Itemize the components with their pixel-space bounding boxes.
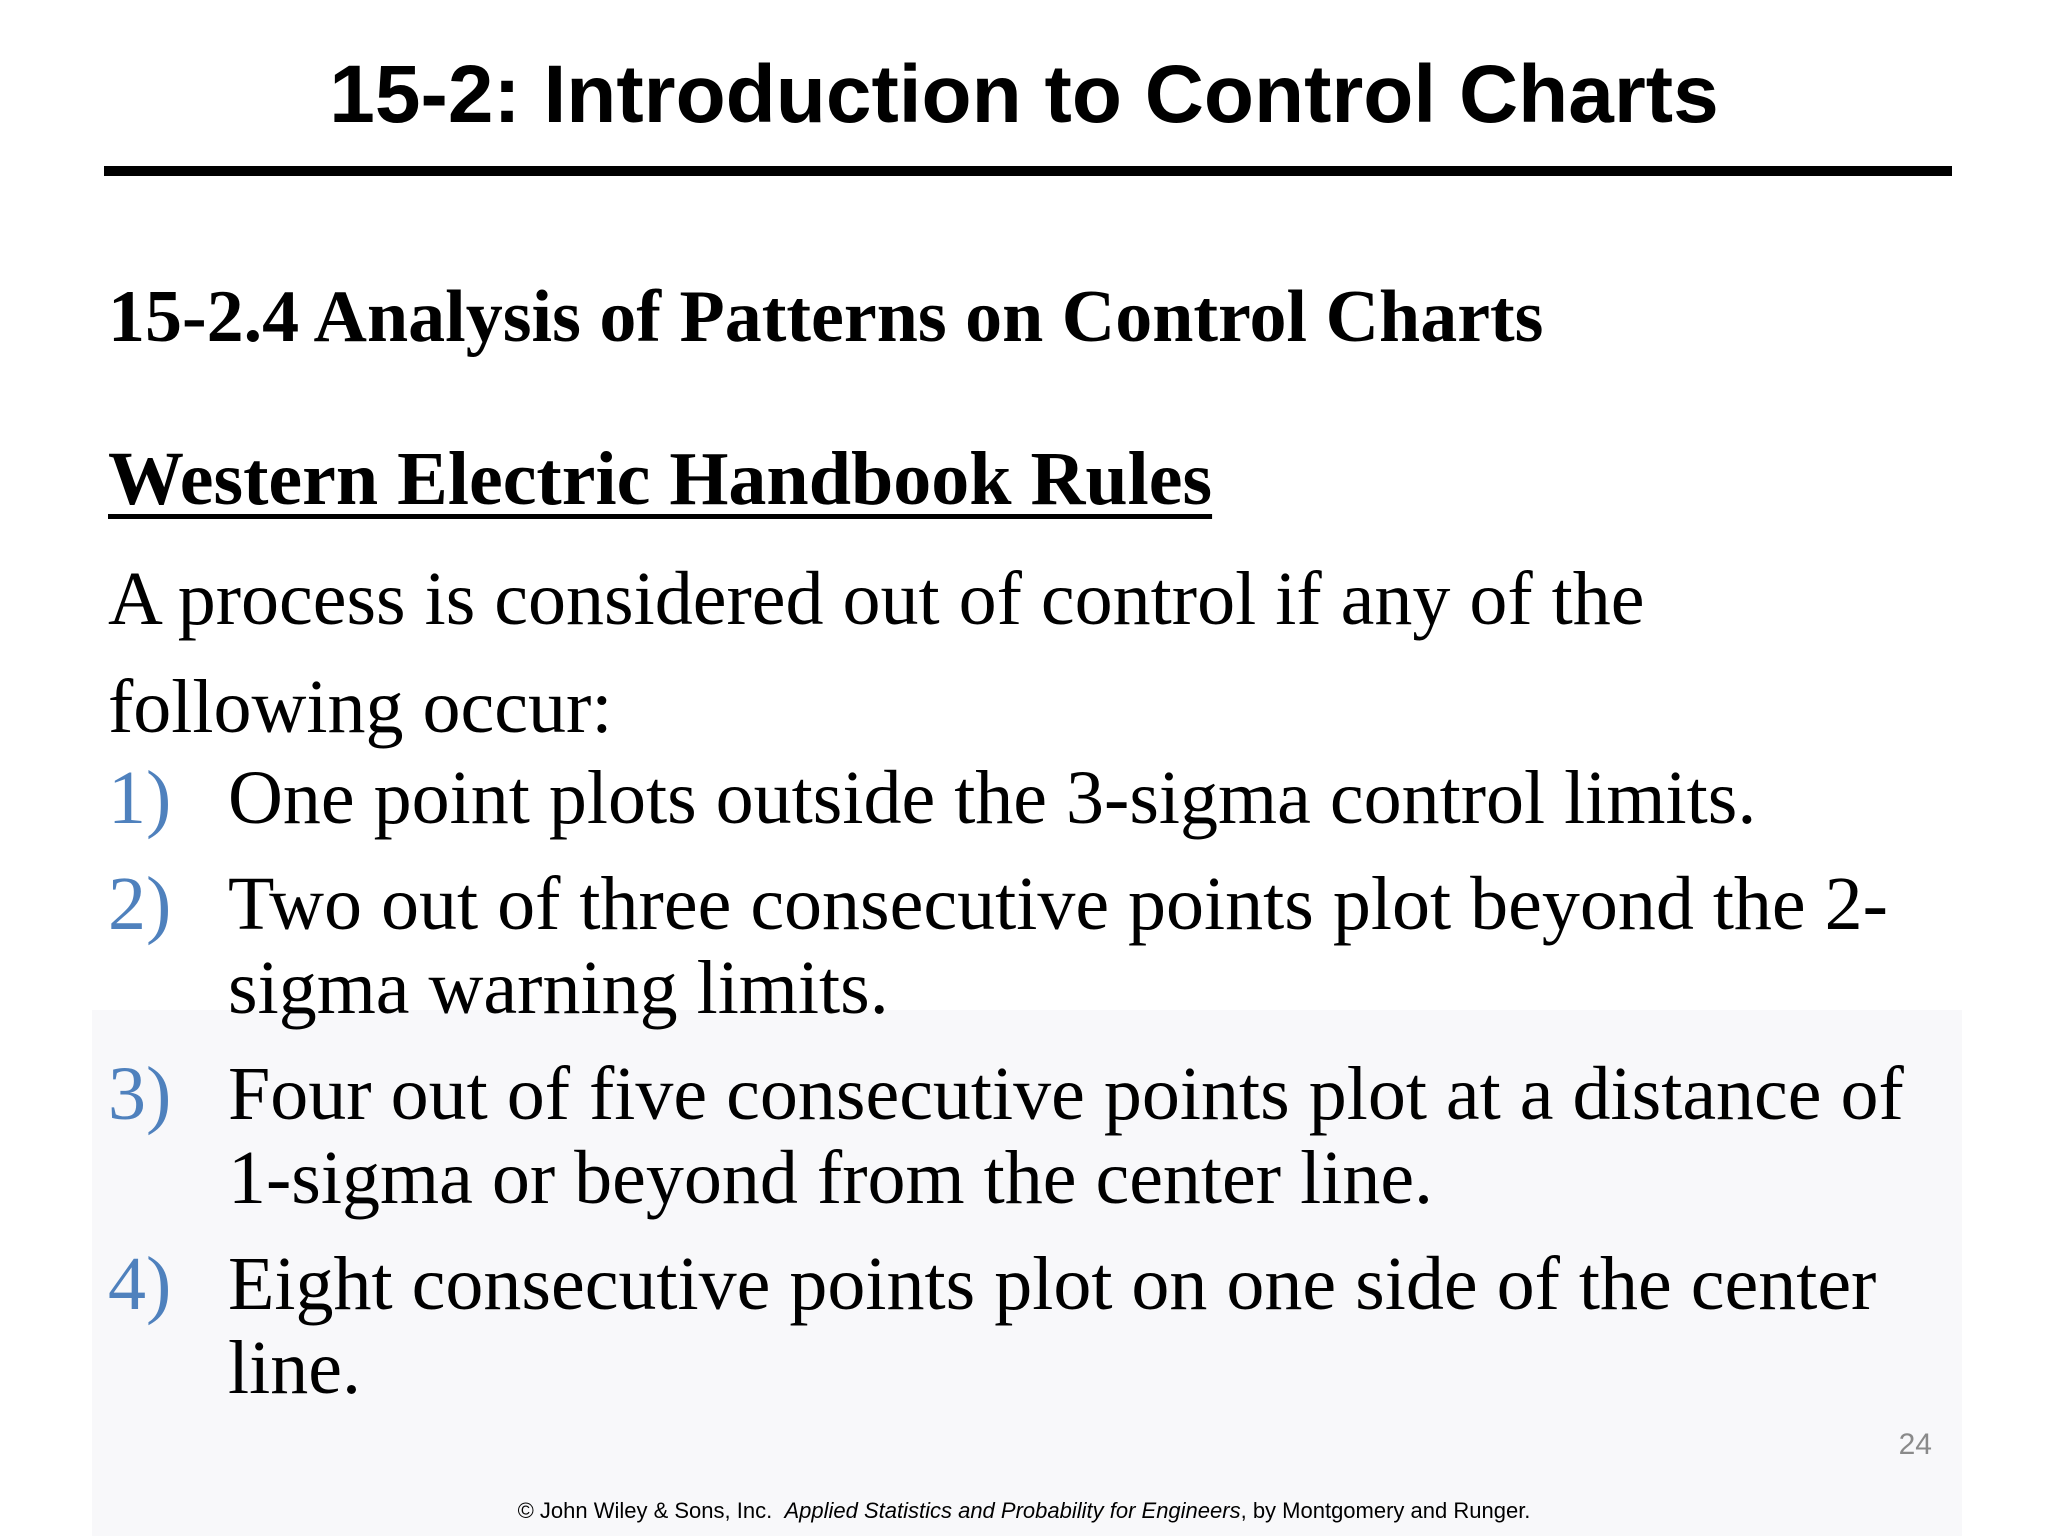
slide-title: 15-2: Introduction to Control Charts — [329, 49, 1719, 140]
rule-number: 2) — [108, 862, 172, 946]
footer-citation — [0, 1498, 2048, 1524]
rules-list — [108, 756, 1968, 1432]
section-heading: 15-2.4 Analysis of Patterns on Control Charts — [108, 276, 1544, 358]
rules-heading: Western Electric Handbook Rules — [108, 437, 1213, 521]
rule-number: 3) — [108, 1052, 172, 1136]
rule-number: 4) — [108, 1242, 172, 1326]
rule-text: Two out of three consecutive points plot beyond the 2-sigma warning limits. — [228, 862, 1888, 1030]
rule-text: Four out of five consecutive points plot at a distance of 1-sigma or beyond from the center line. — [228, 1052, 1904, 1220]
rule-text: One point plots outside the 3-sigma control limits. — [228, 756, 1757, 840]
title-divider — [104, 166, 1952, 176]
rule-item-4 — [108, 1242, 1968, 1410]
rule-item-1 — [108, 756, 1968, 840]
footer-book-title: Applied Statistics and Probability for Engineers — [784, 1498, 1241, 1523]
footer-authors: , by Montgomery and Runger. — [1240, 1498, 1531, 1523]
rule-item-2 — [108, 862, 1968, 1030]
footer-copyright: © John Wiley & Sons, Inc. — [517, 1498, 773, 1523]
intro-paragraph: A process is considered out of control if any of the following occur: — [108, 557, 1645, 749]
page-number: 24 — [1898, 1428, 1932, 1461]
rule-item-3 — [108, 1052, 1968, 1220]
rule-number: 1) — [108, 756, 172, 840]
rule-text: Eight consecutive points plot on one side of the center line. — [228, 1242, 1877, 1410]
